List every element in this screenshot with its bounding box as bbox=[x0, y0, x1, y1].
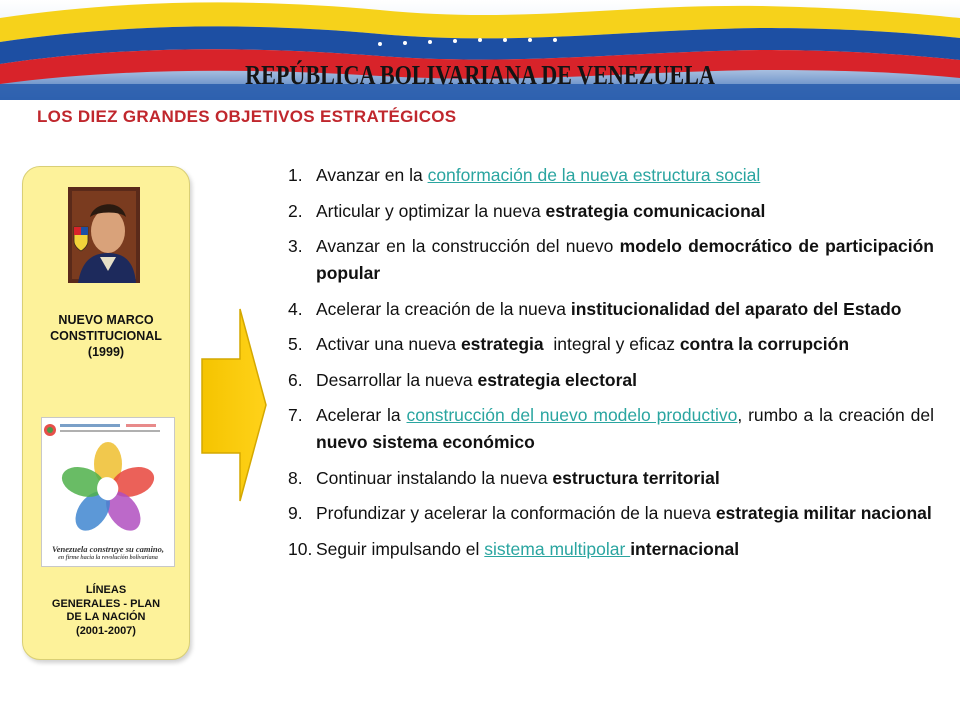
objective-number: 5. bbox=[288, 334, 303, 354]
objective-item bbox=[288, 331, 934, 358]
objective-text bbox=[316, 402, 939, 456]
objective-number: 9. bbox=[288, 503, 303, 523]
page-title: LOS DIEZ GRANDES OBJETIVOS ESTRATÉGICOS bbox=[37, 107, 457, 126]
objective-item bbox=[288, 233, 939, 287]
objective-text bbox=[316, 296, 934, 323]
objective-number: 1. bbox=[288, 165, 303, 185]
objective-emphasis: estrategia electoral bbox=[477, 369, 637, 390]
caption-line: CONSTITUCIONAL bbox=[50, 329, 162, 343]
objective-item bbox=[288, 296, 934, 323]
caption-line: GENERALES - PLAN bbox=[51, 597, 161, 610]
objective-number: 2. bbox=[288, 200, 303, 221]
objective-segment: Avanzar en la construcción del nuevo bbox=[316, 236, 620, 256]
objective-text bbox=[316, 367, 934, 394]
country-title: REPÚBLICA BOLIVARIANA DE VENEZUELA bbox=[245, 60, 715, 90]
objective-number: 7. bbox=[288, 405, 303, 425]
objective-text bbox=[316, 162, 934, 189]
header-banner bbox=[0, 0, 960, 100]
objective-text bbox=[316, 198, 934, 225]
objective-emphasis: estructura territorial bbox=[552, 467, 720, 488]
objective-segment: , rumbo a la creación del bbox=[737, 405, 939, 425]
side-panel bbox=[22, 166, 190, 660]
portrait-image bbox=[68, 187, 140, 283]
objective-number: 10. bbox=[288, 538, 313, 559]
caption-line: (2001-2007) bbox=[76, 624, 136, 637]
objective-emphasis: institucionalidad del aparato del Estado bbox=[570, 298, 902, 319]
objective-item bbox=[288, 402, 939, 456]
objective-segment: Avanzar en la bbox=[316, 165, 428, 185]
objective-link[interactable]: construcción del nuevo modelo productivo bbox=[406, 405, 738, 425]
objective-item bbox=[288, 198, 934, 225]
objective-item bbox=[288, 465, 934, 492]
objective-segment: Desarrollar la nueva bbox=[316, 369, 478, 390]
objective-emphasis: internacional bbox=[630, 538, 740, 559]
objective-item bbox=[288, 536, 934, 563]
objective-text bbox=[316, 233, 939, 287]
objective-text bbox=[316, 331, 934, 358]
objective-number: 8. bbox=[288, 467, 303, 488]
objective-link[interactable]: conformación de la nueva estructura social bbox=[427, 165, 761, 185]
objective-emphasis: modelo democrático de participación popular bbox=[316, 236, 939, 283]
caption-line: LÍNEAS bbox=[85, 584, 127, 596]
objective-item bbox=[288, 367, 934, 394]
objective-text bbox=[316, 536, 934, 563]
right-arrow-icon bbox=[200, 307, 268, 503]
caption-line: DE LA NACIÓN bbox=[66, 611, 146, 623]
objective-segment: Acelerar la bbox=[316, 405, 407, 425]
plan-caption bbox=[23, 584, 189, 638]
objective-segment: Profundizar y acelerar la conformación de la nueva bbox=[316, 503, 716, 523]
caption-line: (1999) bbox=[87, 345, 125, 359]
objective-item bbox=[288, 500, 934, 527]
booklet-slogan: Venezuela construye su camino, bbox=[52, 544, 164, 554]
caption-line: NUEVO MARCO bbox=[58, 313, 154, 327]
objective-number: 6. bbox=[288, 369, 303, 390]
objective-emphasis: estrategia militar nacional bbox=[715, 503, 932, 523]
objective-number: 3. bbox=[288, 236, 303, 256]
objective-text bbox=[316, 465, 934, 492]
objective-segment: integral y eficaz bbox=[543, 334, 680, 354]
objective-number: 4. bbox=[288, 298, 303, 319]
objective-segment: Continuar instalando la nueva bbox=[316, 467, 553, 488]
objective-segment: Seguir impulsando el bbox=[316, 538, 485, 559]
constitution-caption bbox=[23, 312, 189, 360]
objective-item bbox=[288, 162, 934, 189]
objective-emphasis: estrategia comunicacional bbox=[545, 200, 766, 221]
plan-booklet-image bbox=[41, 417, 175, 567]
objective-link[interactable]: sistema multipolar bbox=[484, 538, 631, 559]
objectives-list bbox=[288, 162, 939, 571]
objective-emphasis: nuevo sistema económico bbox=[316, 432, 535, 452]
objective-segment: Activar una nueva bbox=[316, 334, 461, 354]
objective-emphasis: contra la corrupción bbox=[679, 334, 850, 354]
booklet-subtitle: en firme hacia la revolución bolivariana bbox=[58, 555, 158, 561]
objective-text bbox=[316, 500, 934, 527]
objective-segment: Acelerar la creación de la nueva bbox=[316, 298, 571, 319]
objective-segment: Articular y optimizar la nueva bbox=[316, 200, 546, 221]
objective-emphasis: estrategia bbox=[460, 334, 544, 354]
